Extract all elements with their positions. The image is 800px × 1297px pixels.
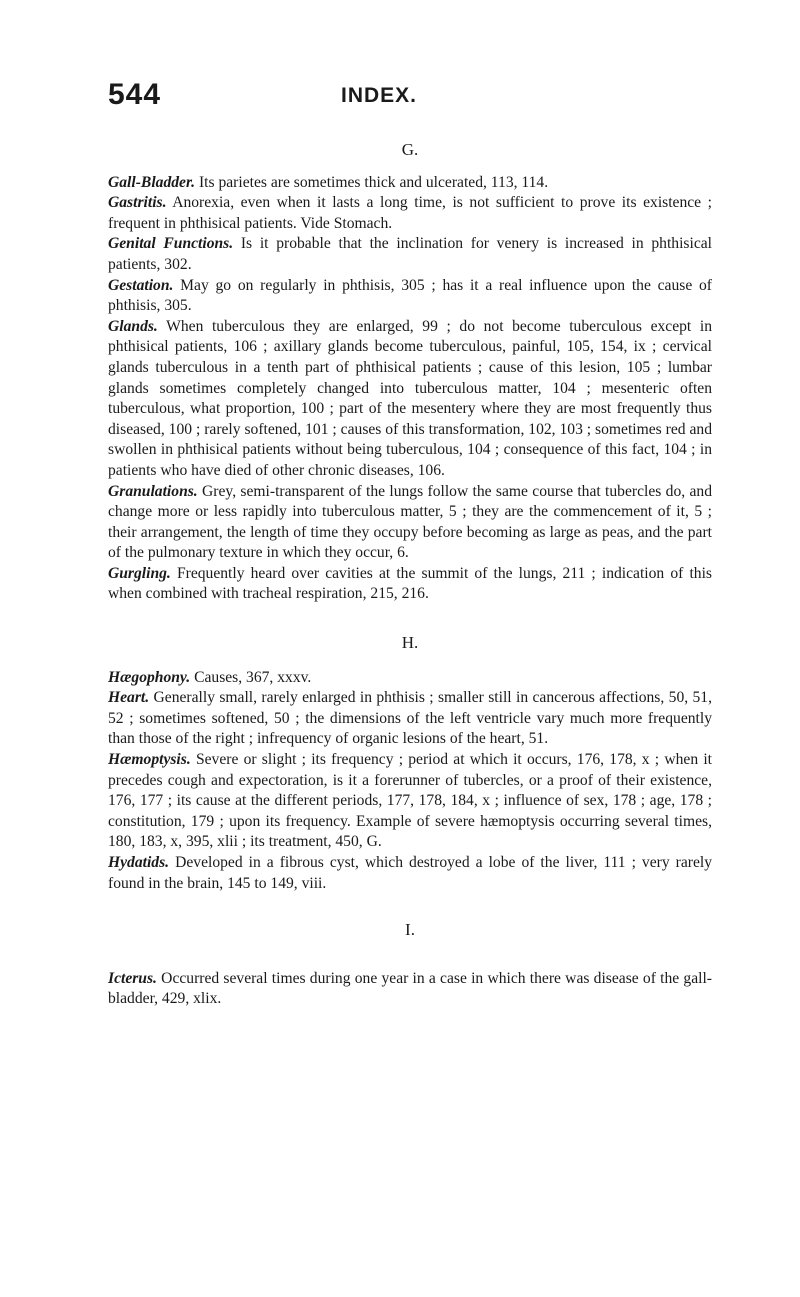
index-entry xyxy=(108,234,712,275)
entry-term: Icterus. xyxy=(108,969,157,987)
index-entry xyxy=(108,969,712,1010)
index-entry xyxy=(108,750,712,853)
page-number: 544 xyxy=(108,78,162,111)
section-letter-i: I. xyxy=(405,920,415,940)
index-entry xyxy=(108,317,712,482)
entry-term: Gastritis. xyxy=(108,194,167,212)
entry-text: Generally small, rarely enlarged in phthisis ; smaller still in cancerous affections, 50, 51, 52 ; sometimes softened, 50 ; the dimensions of the left ventricle vary much more frequently than those of the right ; infrequency of organic lesions of the heart, 51. xyxy=(108,689,712,748)
entry-text: Is it probable that the inclination for venery is increased in phthisical patients, 302. xyxy=(108,235,712,273)
section-letter-g: G. xyxy=(401,140,419,159)
entry-text: When tuberculous they are enlarged, 99 ; do not become tuberculous except in phthisical patients, 106 ; axillary glands become tuberculous, painful, 105, 154, ix ; cervical glands tuberculous in a tenth part of phthisical patients ; cause of this lesion, 105 ; lumbar glands sometimes completely changed into tuberculous matter, 104 ; mesenteric often tuberculous, what proportion, 100 ; part of the mesentery where they are most frequently thus diseased, 100 ; rarely softened, 101 ; causes of this transformation, 102, 103 ; sometimes red and swollen in phthisical patients without being tuberculous, 104 ; consequence of this fact, 104 ; in patients who have died of other chronic diseases, 106. xyxy=(108,317,712,479)
entry-term: Hægophony. xyxy=(108,668,191,686)
entry-term: Hæmoptysis. xyxy=(108,751,191,769)
entry-term: Hydatids. xyxy=(108,854,170,871)
entry-text: Anorexia, even when it lasts a long time, is not sufficient to prove its existence ; frequent in phthisical patients. Vide Stomach. xyxy=(108,194,712,232)
entry-text: Frequently heard over cavities at the summit of the lungs, 211 ; indication of this when combined with tracheal respiration, 215, 216. xyxy=(108,564,712,603)
index-entry xyxy=(108,276,712,317)
entry-text: Occurred several times during one year in a case in which there was disease of the gall-bladder, 429, xlix. xyxy=(108,969,712,1008)
entry-text: May go on regularly in phthisis, 305 ; has it a real influence upon the cause of phthisis, 305. xyxy=(108,276,712,315)
entry-term: Genital Functions. xyxy=(108,235,234,253)
entry-term: Gall-Bladder. xyxy=(108,173,196,191)
section-letter-h: H. xyxy=(401,633,419,653)
entry-text: Its parietes are sometimes thick and ulcerated, 113, 114. xyxy=(195,173,549,191)
entry-text: Causes, 367, xxxv. xyxy=(190,668,312,686)
index-entry xyxy=(108,853,712,894)
entry-term: Glands. xyxy=(108,317,158,335)
entry-term: Heart. xyxy=(108,689,150,707)
running-head: INDEX. xyxy=(341,84,418,107)
entry-term: Granulations. xyxy=(108,482,198,500)
index-entry xyxy=(108,173,712,194)
index-entry xyxy=(108,482,712,564)
page-header xyxy=(108,78,708,114)
entry-text: Severe or slight ; its frequency ; period at which it occurs, 176, 178, x ; when it precedes cough and expectoration, is it a forerunner of tubercles, or a proof of their existence, 176, 177 ; its cause at the different periods, 177, 178, 184, x ; influence of sex, 178 ; age, 178 ; constitution, 179 ; upon its frequency. Example of severe hæmoptysis occurring several times, 180, 183, x, 395, xlii ; its treatment, 450, G. xyxy=(108,751,712,851)
index-entry xyxy=(108,668,712,689)
entry-term: Gurgling. xyxy=(108,564,171,582)
index-entry xyxy=(108,688,712,750)
entry-term: Gestation. xyxy=(108,276,174,294)
index-entry xyxy=(108,564,712,605)
entry-text: Developed in a fibrous cyst, which destroyed a lobe of the liver, 111 ; very rarely found in the brain, 145 to 149, viii. xyxy=(108,854,712,892)
index-entry xyxy=(108,193,712,234)
index-body xyxy=(108,140,712,1010)
entry-text: Grey, semi-transparent of the lungs follow the same course that tubercles do, and change more or less rapidly into tuberculous matter, 5 ; they are the commencement of it, 5 ; their arrangement, the length of time they occupy before becoming as large as peas, and the part of the pulmonary texture in which they occur, 6. xyxy=(108,482,712,562)
